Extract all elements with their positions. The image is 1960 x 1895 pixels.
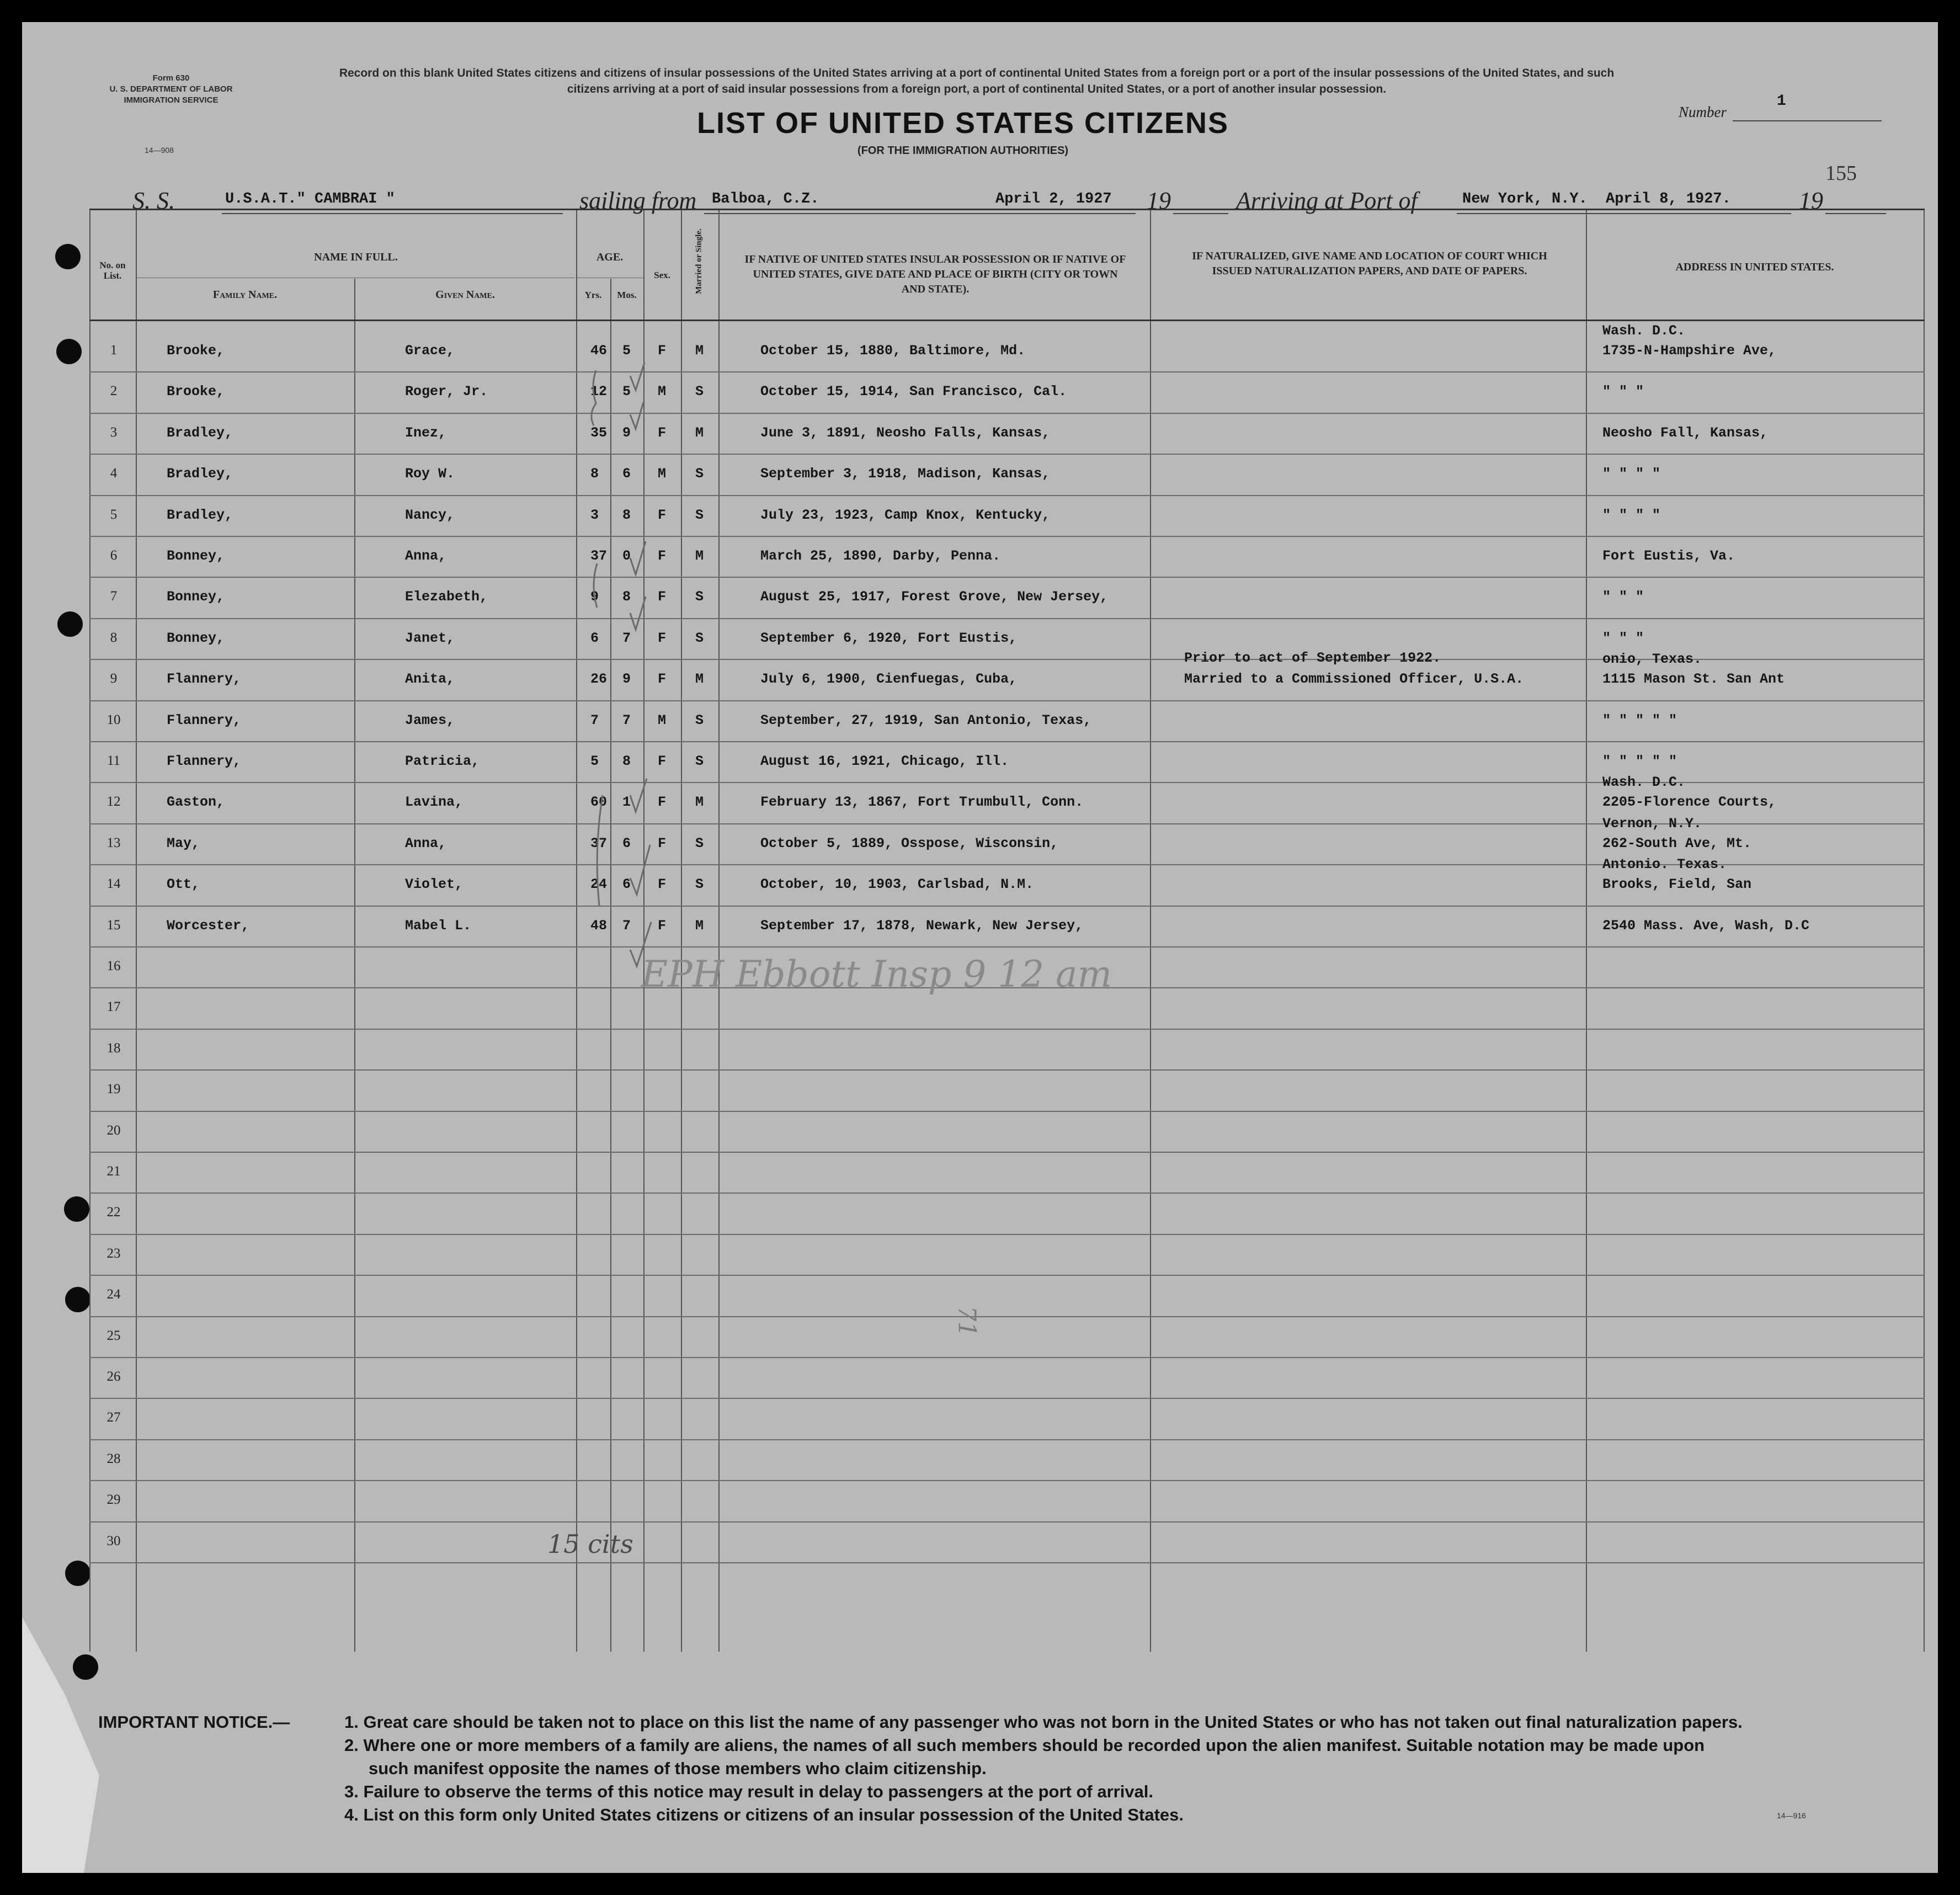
birth-date-place-cell: July 23, 1923, Camp Knox, Kentucky,: [760, 507, 1051, 523]
instructions-text: Record on this blank United States citizens and citizens of insular possessions of the United States arriving at a port of continental United States from a foreign port or a port of the insular possessions of the United States, and such citizens arriving at a port of said insular possessions from a foreign port, a port of continental United States, or a port of another insular possession.: [339, 67, 1615, 95]
family-name-cell: Worcester,: [167, 917, 250, 934]
sex-cell: F: [658, 794, 667, 811]
age-years-cell: 24: [590, 876, 608, 893]
address-cell: " " " " ": [1602, 712, 1677, 728]
birth-date-place-cell: February 13, 1867, Fort Trumbull, Conn.: [760, 794, 1084, 811]
arriving-label: Arriving at Port of: [1236, 187, 1418, 214]
sex-cell: F: [658, 343, 667, 359]
given-name-cell: Patricia,: [405, 753, 480, 769]
birth-date-place-cell: September, 27, 1919, San Antonio, Texas,: [760, 712, 1092, 728]
col-rule: [1586, 210, 1587, 1652]
marital-status-cell: M: [695, 794, 704, 811]
page-subtitle: (FOR THE IMMIGRATION AUTHORITIES): [857, 145, 1069, 157]
sailing-from-label: sailing from: [579, 187, 697, 214]
row-number: 15: [106, 917, 121, 933]
row-number: 22: [106, 1205, 121, 1220]
age-months-cell: 8: [622, 589, 631, 605]
row-rule: [89, 536, 1925, 537]
ship-name: U.S.A.T." CAMBRAI ": [225, 191, 395, 207]
row-number: 27: [106, 1410, 121, 1425]
row-number: 24: [106, 1287, 121, 1302]
sex-cell: F: [658, 507, 667, 523]
naturalization-cell: Prior to act of September 1922.: [1184, 650, 1441, 667]
binder-hole: [65, 1561, 90, 1586]
marital-status-cell: M: [695, 548, 704, 564]
col-yrs-header: Yrs.: [584, 290, 602, 300]
row-number: 6: [110, 548, 118, 563]
pencil-total: 15 cits: [547, 1529, 633, 1559]
col-sex-header: Sex.: [654, 270, 670, 280]
row-rule: [89, 1275, 1925, 1276]
marital-status-cell: M: [695, 343, 704, 359]
marital-status-cell: S: [695, 835, 704, 851]
given-name-cell: James,: [405, 712, 455, 728]
given-name-cell: Anita,: [405, 671, 455, 688]
given-name-cell: Anna,: [405, 835, 447, 851]
form-identification: [88, 73, 254, 106]
address-cell: 1115 Mason St. San Ant: [1602, 671, 1785, 688]
birth-date-place-cell: June 3, 1891, Neosho Falls, Kansas,: [760, 424, 1051, 441]
row-rule: [89, 1521, 1925, 1523]
given-name-cell: Roy W.: [405, 466, 455, 482]
row-number: 18: [106, 1040, 121, 1056]
birth-date-place-cell: March 25, 1890, Darby, Penna.: [760, 548, 1001, 564]
row-rule: [89, 454, 1925, 455]
row-rule: [89, 1480, 1925, 1481]
number-value: 1: [1777, 93, 1786, 110]
col-mos-header: Mos.: [617, 290, 637, 300]
row-number: 5: [110, 507, 118, 522]
sex-cell: M: [658, 384, 667, 400]
manifest-page: [22, 22, 1938, 1873]
citizen-table: [89, 209, 1925, 1652]
col-rule: [1924, 210, 1925, 1652]
row-rule: [89, 495, 1925, 496]
row-rule: [89, 1069, 1925, 1071]
row-number: 26: [106, 1369, 121, 1384]
sail-date: April 2, 1927: [995, 191, 1112, 207]
row-number: 28: [106, 1451, 121, 1466]
notice-item-3: 3. Failure to observe the terms of this notice may result in delay to passengers at the port of arrival.: [344, 1782, 1154, 1801]
family-name-cell: Bonney,: [167, 589, 225, 605]
col-name-header: NAME IN FULL.: [314, 251, 398, 263]
row-number: 11: [106, 753, 121, 768]
marital-status-cell: S: [695, 589, 704, 605]
row-rule: [89, 946, 1925, 948]
age-months-cell: 0: [622, 548, 631, 564]
row-number: 8: [110, 630, 118, 645]
sex-cell: F: [658, 671, 667, 688]
col-address-header: ADDRESS IN UNITED STATES.: [1675, 261, 1834, 273]
col-family-header: Family Name.: [212, 289, 278, 301]
age-years-cell: 7: [590, 712, 599, 728]
arrival-date: April 8, 1927.: [1606, 191, 1731, 207]
naturalization-cell: Married to a Commissioned Officer, U.S.A.: [1184, 671, 1524, 688]
address-cell: onio, Texas.: [1602, 651, 1702, 668]
address-cell: Antonio. Texas.: [1602, 856, 1727, 873]
year-prefix-1: 19: [1147, 187, 1171, 214]
age-years-cell: 60: [590, 794, 608, 811]
row-number: 1: [110, 343, 118, 358]
binder-hole: [55, 244, 81, 269]
birth-date-place-cell: October 15, 1914, San Francisco, Cal.: [760, 384, 1067, 400]
address-cell: " " " ": [1602, 466, 1661, 482]
sex-cell: M: [658, 466, 667, 482]
age-months-cell: 1: [622, 794, 631, 811]
family-name-cell: Bonney,: [167, 630, 225, 646]
form-code-top: 14—908: [145, 146, 174, 155]
address-cell: " " ": [1602, 589, 1644, 605]
sex-cell: F: [658, 548, 667, 564]
address-cell: " " " " ": [1602, 753, 1677, 769]
address-cell: 2205-Florence Courts,: [1602, 794, 1777, 811]
row-rule: [89, 1439, 1925, 1440]
marital-status-cell: S: [695, 384, 704, 400]
age-years-cell: 12: [590, 384, 608, 400]
col-birth-header: IF NATIVE OF UNITED STATES INSULAR POSSESSION OR IF NATIVE OF UNITED STATES, GIVE DATE AND PLACE OF BIRTH (CITY OR TOWN AND STATE).: [744, 253, 1126, 295]
pencil-mark: 71: [952, 1306, 981, 1337]
marital-status-cell: S: [695, 753, 704, 769]
row-rule: [89, 1562, 1925, 1563]
ss-label: S. S.: [132, 187, 175, 214]
row-number: 21: [106, 1164, 121, 1179]
age-months-cell: 8: [622, 507, 631, 523]
row-number: 2: [110, 384, 118, 399]
age-years-cell: 9: [590, 589, 599, 605]
age-months-cell: 9: [622, 671, 631, 688]
address-cell: " " ": [1602, 630, 1644, 646]
row-rule: [89, 1152, 1925, 1153]
row-rule: [89, 1193, 1925, 1194]
row-number: 7: [110, 589, 118, 604]
birth-date-place-cell: October 15, 1880, Baltimore, Md.: [760, 343, 1026, 359]
binder-hole: [57, 611, 83, 637]
row-rule: [89, 1234, 1925, 1235]
row-number: 12: [106, 794, 121, 810]
age-years-cell: 37: [590, 548, 608, 564]
address-cell: Wash. D.C.: [1602, 774, 1686, 791]
page-title: LIST OF UNITED STATES CITIZENS: [697, 107, 1229, 140]
age-years-cell: 5: [590, 753, 599, 769]
birth-date-place-cell: July 6, 1900, Cienfuegas, Cuba,: [760, 671, 1018, 688]
family-name-cell: Bradley,: [167, 424, 233, 441]
address-cell: Wash. D.C.: [1602, 323, 1686, 339]
col-married-header: Married or Single.: [694, 228, 704, 294]
age-years-cell: 6: [590, 630, 599, 646]
notice-lead: IMPORTANT NOTICE.—: [98, 1712, 290, 1732]
given-name-cell: Violet,: [405, 876, 464, 893]
row-number: 3: [110, 424, 118, 440]
age-months-cell: 6: [622, 835, 631, 851]
given-name-cell: Mabel L.: [405, 917, 472, 934]
given-name-cell: Roger, Jr.: [405, 384, 488, 400]
family-name-cell: Ott,: [167, 876, 200, 893]
row-rule: [89, 1316, 1925, 1317]
header-bottom-rule: [89, 320, 1925, 321]
given-name-cell: Elezabeth,: [405, 589, 488, 605]
col-age-header: AGE.: [596, 251, 624, 263]
sex-cell: F: [658, 753, 667, 769]
birth-date-place-cell: September 17, 1878, Newark, New Jersey,: [760, 917, 1084, 934]
age-months-cell: 6: [622, 466, 631, 482]
row-rule: [89, 1398, 1925, 1399]
row-number: 14: [106, 876, 121, 892]
family-name-cell: Flannery,: [167, 712, 242, 728]
sex-cell: M: [658, 712, 667, 728]
family-name-cell: Brooke,: [167, 384, 225, 400]
marital-status-cell: S: [695, 466, 704, 482]
row-number: 20: [106, 1122, 121, 1138]
form-number: Form 630: [152, 73, 190, 83]
age-years-cell: 3: [590, 507, 599, 523]
department-name: U. S. DEPARTMENT OF LABOR: [109, 84, 233, 94]
number-label: Number: [1679, 104, 1727, 120]
binder-hole: [64, 1196, 89, 1222]
row-number: 9: [110, 671, 118, 686]
birth-date-place-cell: October 5, 1889, Osspose, Wisconsin,: [760, 835, 1059, 851]
family-name-cell: Bradley,: [167, 507, 233, 523]
marital-status-cell: M: [695, 424, 704, 441]
given-name-cell: Grace,: [405, 343, 455, 359]
sex-cell: F: [658, 835, 667, 851]
row-rule: [89, 371, 1925, 372]
year-prefix-2: 19: [1799, 187, 1823, 214]
col-naturalized-header: IF NATURALIZED, GIVE NAME AND LOCATION OF COURT WHICH ISSUED NATURALIZATION PAPERS, AND DATE OF PAPERS.: [1192, 250, 1547, 277]
row-rule: [89, 906, 1925, 907]
binder-hole: [73, 1654, 98, 1680]
departure-port: Balboa, C.Z.: [712, 191, 819, 207]
row-number: 29: [106, 1492, 121, 1508]
age-months-cell: 9: [622, 424, 631, 441]
given-name-cell: Anna,: [405, 548, 447, 564]
binder-hole: [65, 1287, 90, 1312]
address-cell: 262-South Ave, Mt.: [1602, 835, 1752, 851]
age-months-cell: 8: [622, 753, 631, 769]
arrival-port: New York, N.Y.: [1462, 191, 1588, 207]
given-name-cell: Janet,: [405, 630, 455, 646]
row-rule: [89, 618, 1925, 619]
row-number: 10: [106, 712, 121, 727]
form-code-bottom: 14—916: [1777, 1811, 1806, 1820]
age-years-cell: 8: [590, 466, 599, 482]
age-years-cell: 35: [590, 424, 608, 441]
notice-item-2-cont: such manifest opposite the names of those members who claim citizenship.: [369, 1759, 987, 1778]
marital-status-cell: M: [695, 671, 704, 688]
row-rule: [89, 1111, 1925, 1112]
marital-status-cell: S: [695, 712, 704, 728]
sex-cell: F: [658, 876, 667, 893]
sex-cell: F: [658, 630, 667, 646]
age-months-cell: 7: [622, 917, 631, 934]
age-months-cell: 7: [622, 712, 631, 728]
row-number: 17: [106, 999, 121, 1015]
age-years-cell: 46: [590, 343, 608, 359]
age-months-cell: 5: [622, 384, 631, 400]
address-cell: " " ": [1602, 384, 1644, 400]
family-name-cell: Gaston,: [167, 794, 225, 811]
sex-cell: F: [658, 424, 667, 441]
marital-status-cell: S: [695, 630, 704, 646]
pencil-tick-marks: [575, 354, 729, 1005]
family-name-cell: May,: [167, 835, 200, 851]
given-name-cell: Inez,: [405, 424, 447, 441]
row-number: 25: [106, 1328, 121, 1343]
age-years-cell: 48: [590, 917, 608, 934]
family-name-cell: Flannery,: [167, 753, 242, 769]
binder-hole: [56, 339, 82, 364]
birth-date-place-cell: August 25, 1917, Forest Grove, New Jersey,: [760, 589, 1109, 605]
row-rule: [89, 577, 1925, 578]
col-rule: [354, 279, 355, 1652]
family-name-cell: Brooke,: [167, 343, 225, 359]
col-rule: [1150, 210, 1151, 1652]
page-number: 155: [1825, 162, 1857, 185]
row-number: 16: [106, 959, 121, 973]
row-number: 13: [106, 835, 121, 850]
address-cell: " " " ": [1602, 507, 1661, 523]
col-given-header: Given Name.: [435, 289, 495, 301]
age-years-cell: 26: [590, 671, 608, 688]
birth-date-place-cell: August 16, 1921, Chicago, Ill.: [760, 753, 1009, 769]
notice-item-4: 4. List on this form only United States citizens or citizens of an insular possession of the United States.: [344, 1805, 1184, 1824]
age-months-cell: 7: [622, 630, 631, 646]
row-rule: [89, 1357, 1925, 1358]
row-rule: [89, 700, 1925, 701]
birth-date-place-cell: September 6, 1920, Fort Eustis,: [760, 630, 1018, 646]
address-cell: Vernon, N.Y.: [1602, 815, 1702, 832]
inspector-annotation: EPH Ebbott Insp 9 12 am: [641, 953, 1112, 996]
given-name-cell: Nancy,: [405, 507, 455, 523]
row-rule: [89, 413, 1925, 414]
row-number: 30: [106, 1533, 121, 1548]
row-number: 19: [106, 1082, 121, 1097]
family-name-cell: Bonney,: [167, 548, 225, 564]
row-rule: [89, 1029, 1925, 1030]
address-cell: Brooks, Field, San: [1602, 876, 1752, 893]
row-rule: [89, 741, 1925, 742]
family-name-cell: Flannery,: [167, 671, 242, 688]
marital-status-cell: S: [695, 876, 704, 893]
address-cell: Neosho Fall, Kansas,: [1602, 424, 1769, 441]
service-name: IMMIGRATION SERVICE: [124, 95, 219, 105]
family-name-cell: Bradley,: [167, 466, 233, 482]
notice-item-2: 2. Where one or more members of a family are aliens, the names of all such members should be recorded upon the alien manifest. Suitable notation may be made upon: [344, 1736, 1705, 1755]
address-cell: 2540 Mass. Ave, Wash, D.C: [1602, 917, 1810, 934]
row-number: 23: [106, 1245, 121, 1261]
number-underline: [1733, 120, 1882, 121]
marital-status-cell: S: [695, 507, 704, 523]
age-months-cell: 6: [622, 876, 631, 893]
address-cell: 1735-N-Hampshire Ave,: [1602, 343, 1777, 359]
birth-date-place-cell: September 3, 1918, Madison, Kansas,: [760, 466, 1051, 482]
row-number: 4: [110, 466, 118, 481]
col-no-header: No. on List.: [99, 260, 126, 281]
sex-cell: F: [658, 917, 667, 934]
notice-item-1: 1. Great care should be taken not to place on this list the name of any passenger who was not born in the United States or who has not taken out final naturalization papers.: [344, 1712, 1743, 1732]
marital-status-cell: M: [695, 917, 704, 934]
age-years-cell: 37: [590, 835, 608, 851]
age-months-cell: 5: [622, 343, 631, 359]
birth-date-place-cell: October, 10, 1903, Carlsbad, N.M.: [760, 876, 1034, 893]
sex-cell: F: [658, 589, 667, 605]
address-cell: Fort Eustis, Va.: [1602, 548, 1735, 564]
given-name-cell: Lavina,: [405, 794, 464, 811]
